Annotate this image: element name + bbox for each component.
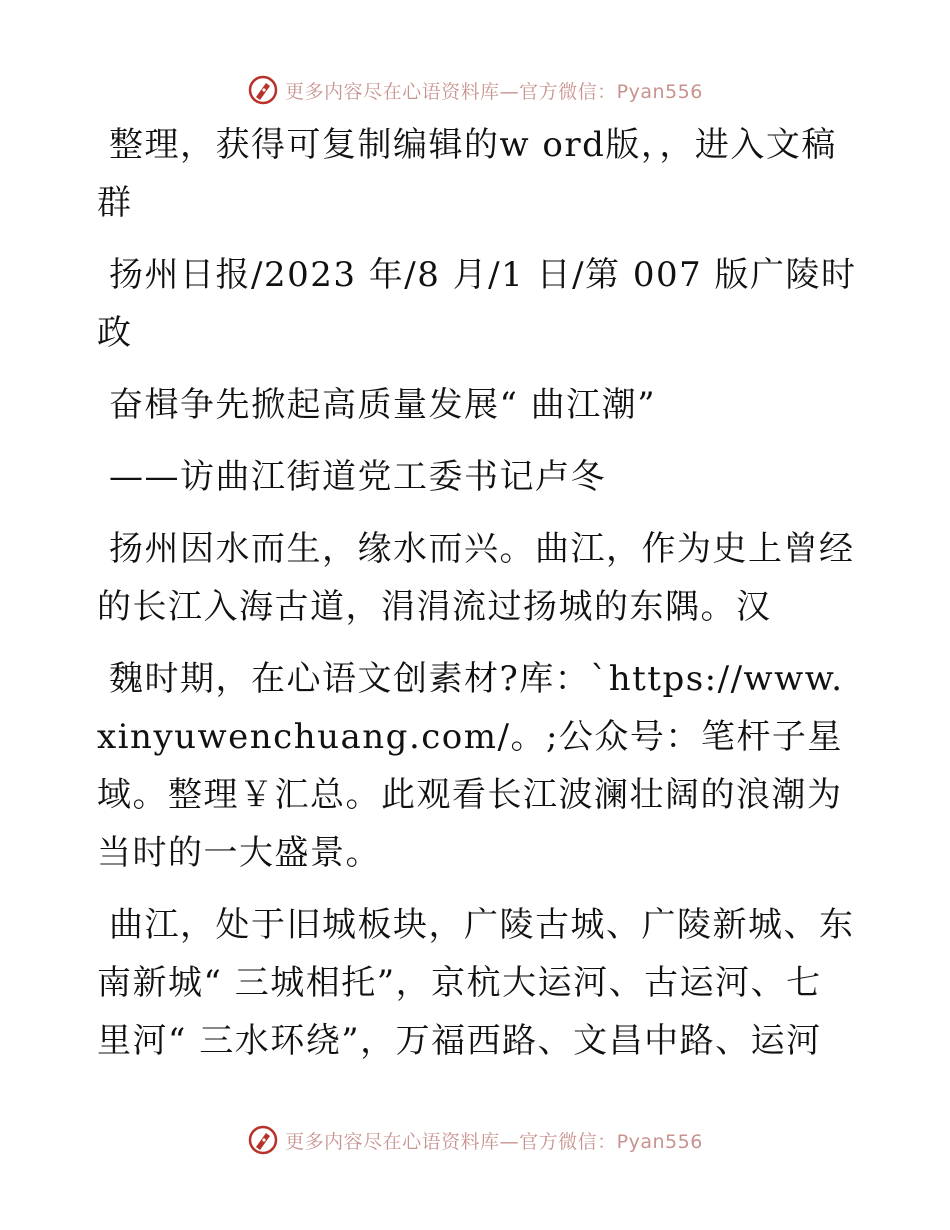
paragraph-body-3: 曲江，处于旧城板块，广陵古城、广陵新城、东南新城“ 三城相托”，京杭大运河、古运河、七里河“ 三水环绕”，万福西路、文昌中路、运河 [97,905,855,1061]
pen-nib-circle-icon [247,1124,279,1156]
watermark-text: 更多内容尽在心语资料库—官方微信：Pyan556 [285,1130,703,1153]
paragraph-intro: 整理，获得可复制编辑的w ord版，，进入文稿群 [97,125,837,223]
paragraph-body-2: 魏时期，在心语文创素材?库：`https://www.xinyuwenchuang.com/。;公众号：笔杆子星域。整理￥汇总。此观看长江波澜壮阔的浪潮为当时的一大盛景。 [97,659,844,873]
watermark-footer [0,1120,950,1160]
article-title: 奋楫争先掀起高质量发展“ 曲江潮” [109,385,657,425]
paragraph-body-1: 扬州因水而生，缘水而兴。曲江，作为史上曾经的长江入海古道，涓涓流过扬城的东隅。汉 [97,529,855,627]
article-subtitle: ——访曲江街道党工委书记卢冬 [109,457,606,497]
pen-nib-circle-icon [247,74,279,106]
document-body [97,116,857,1084]
watermark-text: 更多内容尽在心语资料库—官方微信：Pyan556 [285,80,703,103]
paragraph-source: 扬州日报/2023 年/8 月/1 日/第 007 版广陵时政 [97,255,857,353]
watermark-header [0,70,950,110]
